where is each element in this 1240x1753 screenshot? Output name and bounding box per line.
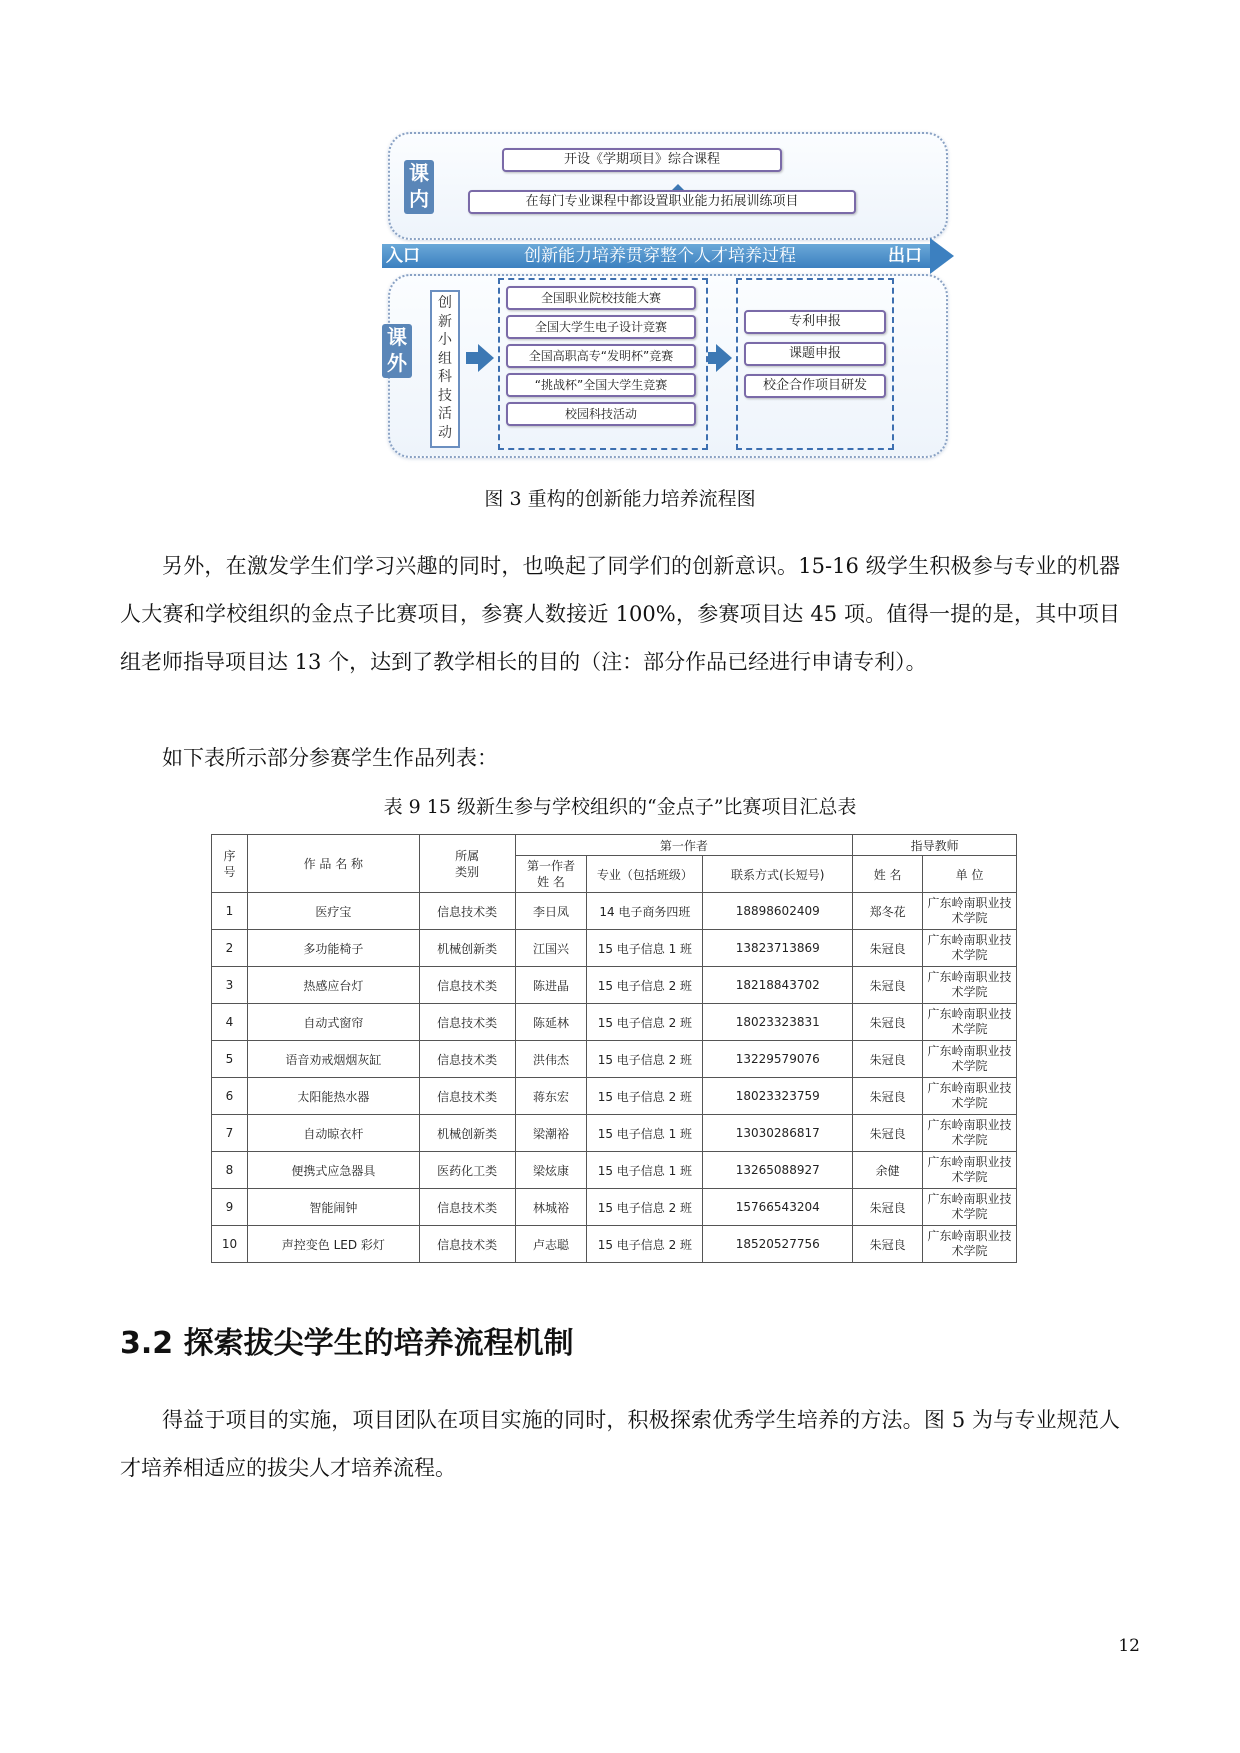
competition-1: 全国职业院校技能大赛 bbox=[506, 286, 696, 310]
cell-advisor: 朱冠良 bbox=[853, 1004, 923, 1041]
cell-unit: 广东岭南职业技术学院 bbox=[923, 1226, 1017, 1263]
cell-contact: 18023323831 bbox=[703, 1004, 853, 1041]
table-row bbox=[212, 930, 1017, 967]
right-arrow-icon-2 bbox=[716, 344, 732, 372]
outcomes-column bbox=[736, 278, 894, 450]
competition-4: “挑战杯”全国大学生竞赛 bbox=[506, 373, 696, 397]
cell-author: 蒋东宏 bbox=[515, 1078, 587, 1115]
cell-no: 8 bbox=[212, 1152, 248, 1189]
header-category: 所属 类别 bbox=[419, 835, 515, 893]
cell-author: 江国兴 bbox=[515, 930, 587, 967]
cell-no: 10 bbox=[212, 1226, 248, 1263]
cell-advisor: 朱冠良 bbox=[853, 967, 923, 1004]
banner-entrance: 入口 bbox=[386, 246, 420, 266]
table-row bbox=[212, 1226, 1017, 1263]
cell-name: 热感应台灯 bbox=[247, 967, 419, 1004]
competition-2: 全国大学生电子设计竞赛 bbox=[506, 315, 696, 339]
cell-author: 李日凤 bbox=[515, 893, 587, 930]
cell-major: 15 电子信息 2 班 bbox=[587, 1004, 703, 1041]
cell-no: 1 bbox=[212, 893, 248, 930]
in-class-tag: 课 内 bbox=[404, 160, 434, 214]
table-row bbox=[212, 893, 1017, 930]
table-row bbox=[212, 1152, 1017, 1189]
extracurricular-panel bbox=[388, 274, 948, 458]
header-contact: 联系方式(长短号) bbox=[703, 856, 853, 893]
table-row bbox=[212, 1189, 1017, 1226]
table-row bbox=[212, 1115, 1017, 1152]
cell-major: 15 电子信息 2 班 bbox=[587, 1078, 703, 1115]
cell-unit: 广东岭南职业技术学院 bbox=[923, 1041, 1017, 1078]
cell-author: 洪伟杰 bbox=[515, 1041, 587, 1078]
competitions-column bbox=[498, 278, 708, 450]
cell-advisor: 朱冠良 bbox=[853, 1041, 923, 1078]
cell-advisor: 朱冠良 bbox=[853, 1226, 923, 1263]
cell-unit: 广东岭南职业技术学院 bbox=[923, 930, 1017, 967]
paragraph-1: 另外，在激发学生们学习兴趣的同时，也唤起了同学们的创新意识。15-16 级学生积极参与专业的机器人大赛和学校组织的金点子比赛项目，参赛人数接近 100%，参赛项目达 45 项。值得一提的是，其中项目组老师指导项目达 13 个，达到了教学相长的目的（注：部分作品已经进行申请专利）。 bbox=[120, 554, 1120, 674]
course-top-box: 开设《学期项目》综合课程 bbox=[502, 148, 782, 172]
cell-name: 智能闹钟 bbox=[247, 1189, 419, 1226]
cell-contact: 13030286817 bbox=[703, 1115, 853, 1152]
cell-author: 林城裕 bbox=[515, 1189, 587, 1226]
competition-5: 校园科技活动 bbox=[506, 402, 696, 426]
cell-no: 9 bbox=[212, 1189, 248, 1226]
cell-contact: 18898602409 bbox=[703, 893, 853, 930]
paragraph-2: 如下表所示部分参赛学生作品列表： bbox=[162, 746, 498, 770]
page-number: 12 bbox=[1118, 1636, 1140, 1656]
figure-caption: 图 3 重构的创新能力培养流程图 bbox=[484, 488, 756, 510]
cell-advisor: 余健 bbox=[853, 1152, 923, 1189]
header-no: 序 号 bbox=[212, 835, 248, 893]
competition-3: 全国高职高专“发明杯”竞赛 bbox=[506, 344, 696, 368]
cell-name: 语音劝戒烟烟灰缸 bbox=[247, 1041, 419, 1078]
cell-category: 信息技术类 bbox=[419, 1189, 515, 1226]
cell-contact: 15766543204 bbox=[703, 1189, 853, 1226]
innovation-group-box: 创 新 小 组 科 技 活 动 bbox=[430, 290, 460, 448]
cell-name: 多功能椅子 bbox=[247, 930, 419, 967]
table-row bbox=[212, 1041, 1017, 1078]
cell-category: 机械创新类 bbox=[419, 930, 515, 967]
cell-major: 15 电子信息 1 班 bbox=[587, 1115, 703, 1152]
cell-author: 卢志聪 bbox=[515, 1226, 587, 1263]
cell-major: 15 电子信息 2 班 bbox=[587, 1226, 703, 1263]
cell-advisor: 郑冬花 bbox=[853, 893, 923, 930]
in-class-panel bbox=[388, 132, 948, 240]
cell-contact: 13229579076 bbox=[703, 1041, 853, 1078]
cell-contact: 18520527756 bbox=[703, 1226, 853, 1263]
header-author-name: 第一作者 姓 名 bbox=[515, 856, 587, 893]
paragraph-3: 得益于项目的实施，项目团队在项目实施的同时，积极探索优秀学生培养的方法。图 5 为与专业规范人才培养相适应的拔尖人才培养流程。 bbox=[120, 1408, 1120, 1480]
table-caption: 表 9 15 级新生参与学校组织的“金点子”比赛项目汇总表 bbox=[383, 796, 857, 818]
cell-major: 14 电子商务四班 bbox=[587, 893, 703, 930]
cell-name: 太阳能热水器 bbox=[247, 1078, 419, 1115]
outcome-3: 校企合作项目研发 bbox=[744, 374, 886, 398]
cell-major: 15 电子信息 2 班 bbox=[587, 1041, 703, 1078]
course-bottom-box: 在每门专业课程中都设置职业能力拓展训练项目 bbox=[468, 190, 856, 214]
cell-contact: 13265088927 bbox=[703, 1152, 853, 1189]
cell-name: 自动晾衣杆 bbox=[247, 1115, 419, 1152]
header-advisor: 指导教师 bbox=[853, 835, 1017, 856]
cell-author: 梁潮裕 bbox=[515, 1115, 587, 1152]
cell-author: 陈延林 bbox=[515, 1004, 587, 1041]
cell-no: 2 bbox=[212, 930, 248, 967]
cell-unit: 广东岭南职业技术学院 bbox=[923, 893, 1017, 930]
table-row bbox=[212, 967, 1017, 1004]
section-heading: 3.2 探索拔尖学生的培养流程机制 bbox=[120, 1326, 574, 1361]
banner-exit: 出口 bbox=[888, 246, 922, 266]
innovation-flow-diagram bbox=[382, 126, 954, 464]
cell-unit: 广东岭南职业技术学院 bbox=[923, 1078, 1017, 1115]
cell-major: 15 电子信息 1 班 bbox=[587, 1152, 703, 1189]
header-major: 专业（包括班级） bbox=[587, 856, 703, 893]
cell-contact: 13823713869 bbox=[703, 930, 853, 967]
cell-unit: 广东岭南职业技术学院 bbox=[923, 1004, 1017, 1041]
works-table bbox=[211, 834, 1017, 1263]
banner-arrow-icon bbox=[930, 238, 954, 274]
cell-unit: 广东岭南职业技术学院 bbox=[923, 1152, 1017, 1189]
banner-title: 创新能力培养贯穿整个人才培养过程 bbox=[524, 246, 796, 266]
cell-name: 便携式应急器具 bbox=[247, 1152, 419, 1189]
cell-author: 陈进晶 bbox=[515, 967, 587, 1004]
cell-advisor: 朱冠良 bbox=[853, 1115, 923, 1152]
cell-contact: 18023323759 bbox=[703, 1078, 853, 1115]
header-advisor-name: 姓 名 bbox=[853, 856, 923, 893]
cell-category: 信息技术类 bbox=[419, 1004, 515, 1041]
outcome-1: 专利申报 bbox=[744, 310, 886, 334]
cell-unit: 广东岭南职业技术学院 bbox=[923, 1115, 1017, 1152]
extracurricular-tag: 课 外 bbox=[382, 324, 412, 378]
cell-advisor: 朱冠良 bbox=[853, 1078, 923, 1115]
cell-name: 医疗宝 bbox=[247, 893, 419, 930]
table-body bbox=[212, 893, 1017, 1263]
cell-category: 机械创新类 bbox=[419, 1115, 515, 1152]
cell-advisor: 朱冠良 bbox=[853, 1189, 923, 1226]
cell-no: 5 bbox=[212, 1041, 248, 1078]
process-banner bbox=[382, 242, 956, 270]
cell-author: 梁炫康 bbox=[515, 1152, 587, 1189]
cell-category: 信息技术类 bbox=[419, 893, 515, 930]
cell-unit: 广东岭南职业技术学院 bbox=[923, 967, 1017, 1004]
table-row bbox=[212, 1004, 1017, 1041]
cell-major: 15 电子信息 1 班 bbox=[587, 930, 703, 967]
cell-category: 信息技术类 bbox=[419, 1078, 515, 1115]
table-row bbox=[212, 1078, 1017, 1115]
header-first-author: 第一作者 bbox=[515, 835, 853, 856]
cell-category: 信息技术类 bbox=[419, 967, 515, 1004]
cell-name: 自动式窗帘 bbox=[247, 1004, 419, 1041]
cell-no: 6 bbox=[212, 1078, 248, 1115]
cell-unit: 广东岭南职业技术学院 bbox=[923, 1189, 1017, 1226]
cell-major: 15 电子信息 2 班 bbox=[587, 1189, 703, 1226]
cell-advisor: 朱冠良 bbox=[853, 930, 923, 967]
cell-no: 7 bbox=[212, 1115, 248, 1152]
outcome-2: 课题申报 bbox=[744, 342, 886, 366]
right-arrow-icon bbox=[478, 344, 494, 372]
header-unit: 单 位 bbox=[923, 856, 1017, 893]
cell-no: 3 bbox=[212, 967, 248, 1004]
cell-no: 4 bbox=[212, 1004, 248, 1041]
header-name: 作 品 名 称 bbox=[247, 835, 419, 893]
cell-category: 信息技术类 bbox=[419, 1226, 515, 1263]
cell-category: 信息技术类 bbox=[419, 1041, 515, 1078]
cell-major: 15 电子信息 2 班 bbox=[587, 967, 703, 1004]
cell-category: 医药化工类 bbox=[419, 1152, 515, 1189]
cell-name: 声控变色 LED 彩灯 bbox=[247, 1226, 419, 1263]
cell-contact: 18218843702 bbox=[703, 967, 853, 1004]
